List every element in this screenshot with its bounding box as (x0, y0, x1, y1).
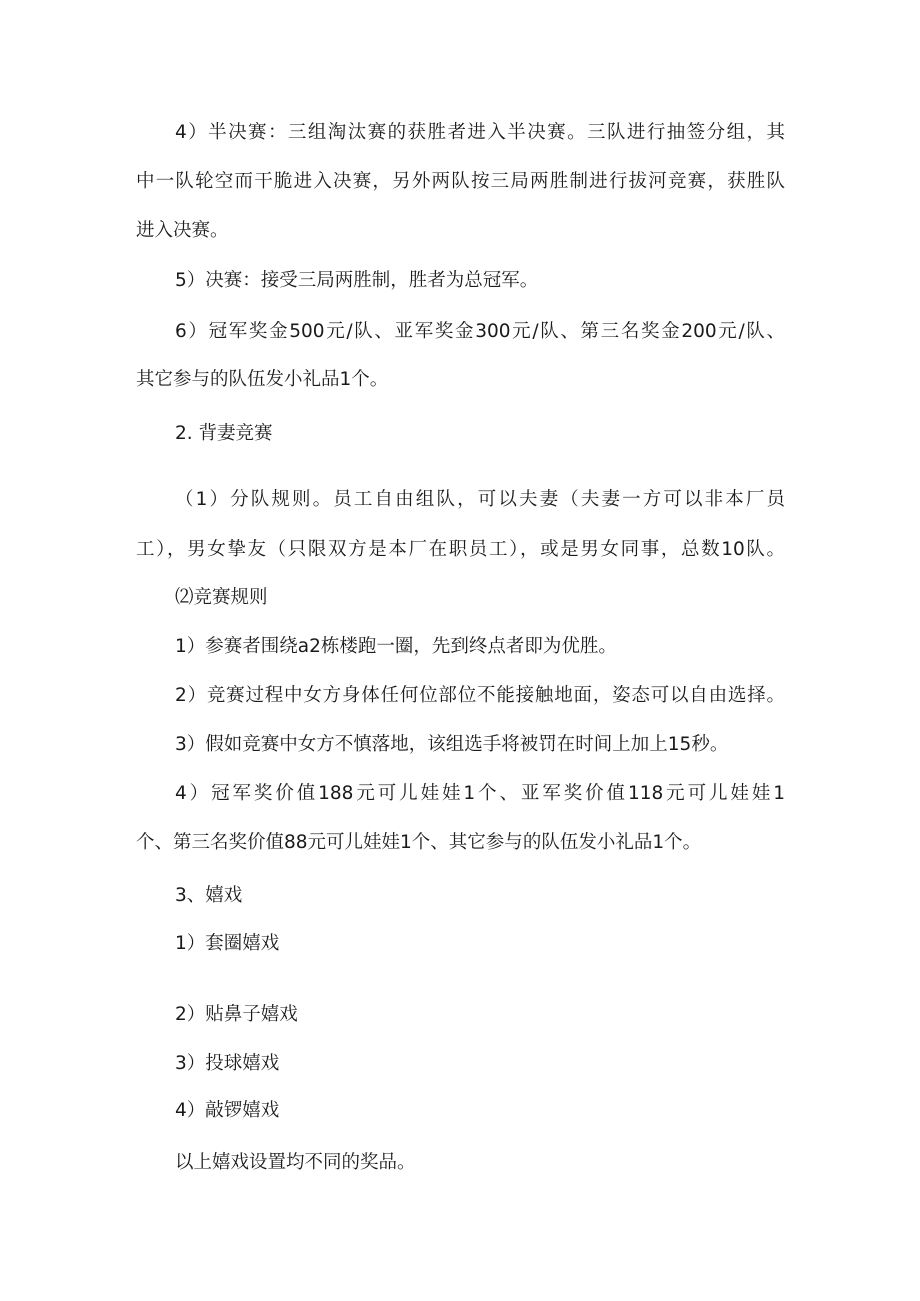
paragraph-line: 其它参与的队伍发小礼品1个。 (136, 369, 389, 390)
paragraph-line: 4）冠军奖价值188元可儿娃娃1个、亚军奖价值118元可儿娃娃1 (175, 783, 785, 804)
list-item: 4）敲锣嬉戏 (175, 1100, 280, 1121)
section-heading: 3、嬉戏 (175, 885, 243, 906)
paragraph-line: 工），男女挚友（只限双方是本厂在职员工），或是男女同事，总数10队。 (136, 539, 785, 560)
list-item: 1）套圈嬉戏 (175, 933, 280, 954)
list-item: 2）贴鼻子嬉戏 (175, 1004, 298, 1025)
paragraph-line: 5）决赛：接受三局两胜制，胜者为总冠军。 (175, 270, 539, 291)
paragraph-line: 个、第三名奖价值88元可儿娃娃1个、其它参与的队伍发小礼品1个。 (136, 832, 702, 853)
paragraph-line: 1）参赛者围绕a2栋楼跑一圈，先到终点者即为优胜。 (175, 636, 617, 657)
paragraph-line: 6）冠军奖金500元/队、亚军奖金300元/队、第三名奖金200元/队、 (175, 321, 785, 342)
list-item: 3）投球嬉戏 (175, 1053, 280, 1074)
paragraph-line: 4）半决赛：三组淘汰赛的获胜者进入半决赛。三队进行抽签分组，其 (175, 122, 785, 143)
paragraph-line: （1）分队规则。员工自由组队，可以夫妻（夫妻一方可以非本厂员 (175, 489, 785, 510)
paragraph-line: 3）假如竞赛中女方不慎落地，该组选手将被罚在时间上加上15秒。 (175, 734, 729, 755)
paragraph-line: 进入决赛。 (136, 220, 229, 241)
subsection-heading: ⑵竞赛规则 (175, 587, 268, 608)
section-heading: 2. 背妻竞赛 (175, 423, 273, 444)
paragraph-line: 2）竞赛过程中女方身体任何位部位不能接触地面，姿态可以自由选择。 (175, 685, 785, 706)
paragraph-line: 以上嬉戏设置均不同的奖品。 (175, 1152, 416, 1173)
paragraph-line: 中一队轮空而干脆进入决赛，另外两队按三局两胜制进行拔河竞赛，获胜队 (136, 171, 785, 192)
